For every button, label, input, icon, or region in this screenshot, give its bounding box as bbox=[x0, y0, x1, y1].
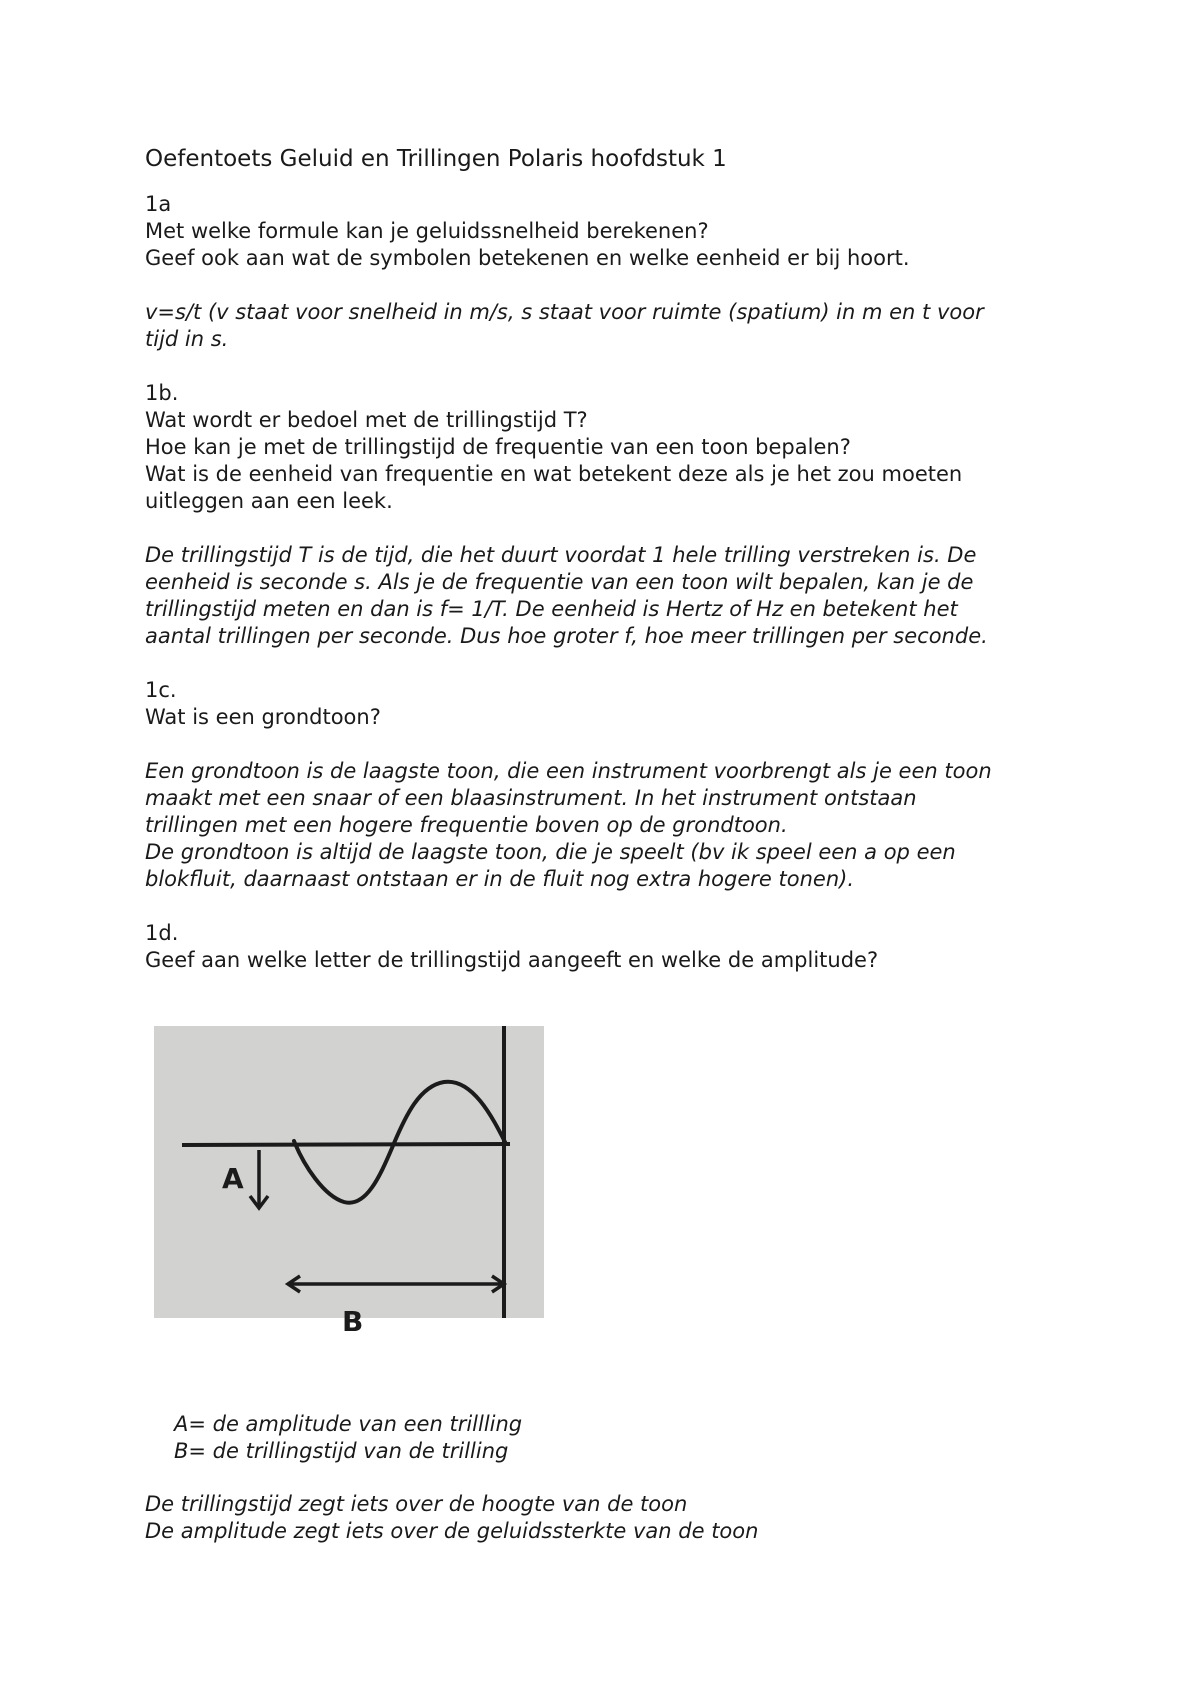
answer-text: maakt met een snaar of een blaasinstrument. In het instrument ontstaan bbox=[145, 786, 917, 810]
answer-text: trillingstijd meten en dan is f= 1/T. De eenheid is Hertz of Hz en betekent het bbox=[145, 597, 958, 621]
conclusion bbox=[145, 1491, 758, 1545]
conclusion-text: De trillingstijd zegt iets over de hoogte van de toon bbox=[145, 1492, 688, 1516]
answer-text: blokfluit, daarnaast ontstaan er in de fluit nog extra hogere tonen). bbox=[145, 867, 854, 891]
list-item: B= de trillingstijd van de trilling bbox=[174, 1439, 509, 1463]
question-label-1d: 1d. bbox=[145, 921, 179, 945]
answer-text: Een grondtoon is de laagste toon, die een instrument voorbrengt als je een toon bbox=[145, 759, 992, 783]
question-label-1c: 1c. bbox=[145, 678, 177, 702]
question-text: Geef ook aan wat de symbolen betekenen en welke eenheid er bij hoort. bbox=[145, 246, 910, 270]
horizontal-axis bbox=[182, 1144, 510, 1145]
wave-drawing bbox=[154, 1026, 544, 1338]
answer-text: tijd in s. bbox=[145, 327, 229, 351]
answer-list bbox=[174, 1411, 522, 1465]
answer-text: trillingen met een hogere frequentie boven op de grondtoon. bbox=[145, 813, 788, 837]
question-label-1a: 1a bbox=[145, 192, 172, 216]
answer-text: De trillingstijd T is de tijd, die het duurt voordat 1 hele trilling verstreken is. De bbox=[145, 543, 977, 567]
question-text: Wat is de eenheid van frequentie en wat betekent deze als je het zou moeten bbox=[145, 462, 963, 486]
answer-text: v=s/t (v staat voor snelheid in m/s, s staat voor ruimte (spatium) in m en t voor bbox=[145, 300, 984, 324]
label-b: B bbox=[342, 1305, 364, 1338]
question-text: Geef aan welke letter de trillingstijd aangeeft en welke de amplitude? bbox=[145, 948, 879, 972]
conclusion-text: De amplitude zegt iets over de geluidssterkte van de toon bbox=[145, 1519, 759, 1543]
question-text: uitleggen aan een leek. bbox=[145, 489, 393, 513]
document-body bbox=[145, 144, 1065, 974]
label-a: A bbox=[222, 1162, 244, 1195]
question-text: Hoe kan je met de trillingstijd de frequentie van een toon bepalen? bbox=[145, 435, 851, 459]
answer-text: De grondtoon is altijd de laagste toon, die je speelt (bv ik speel een a op een bbox=[145, 840, 956, 864]
question-text: Wat is een grondtoon? bbox=[145, 705, 381, 729]
list-item: A= de amplitude van een trillling bbox=[174, 1412, 523, 1436]
wave-figure bbox=[154, 1026, 544, 1338]
question-text: Met welke formule kan je geluidssnelheid berekenen? bbox=[145, 219, 709, 243]
answer-text: aantal trillingen per seconde. Dus hoe groter f, hoe meer trillingen per seconde. bbox=[145, 624, 988, 648]
answer-text: eenheid is seconde s. Als je de frequentie van een toon wilt bepalen, kan je de bbox=[145, 570, 974, 594]
question-text: Wat wordt er bedoel met de trillingstijd T? bbox=[145, 408, 588, 432]
question-label-1b: 1b. bbox=[145, 381, 179, 405]
page-title: Oefentoets Geluid en Trillingen Polaris hoofdstuk 1 bbox=[145, 146, 727, 172]
